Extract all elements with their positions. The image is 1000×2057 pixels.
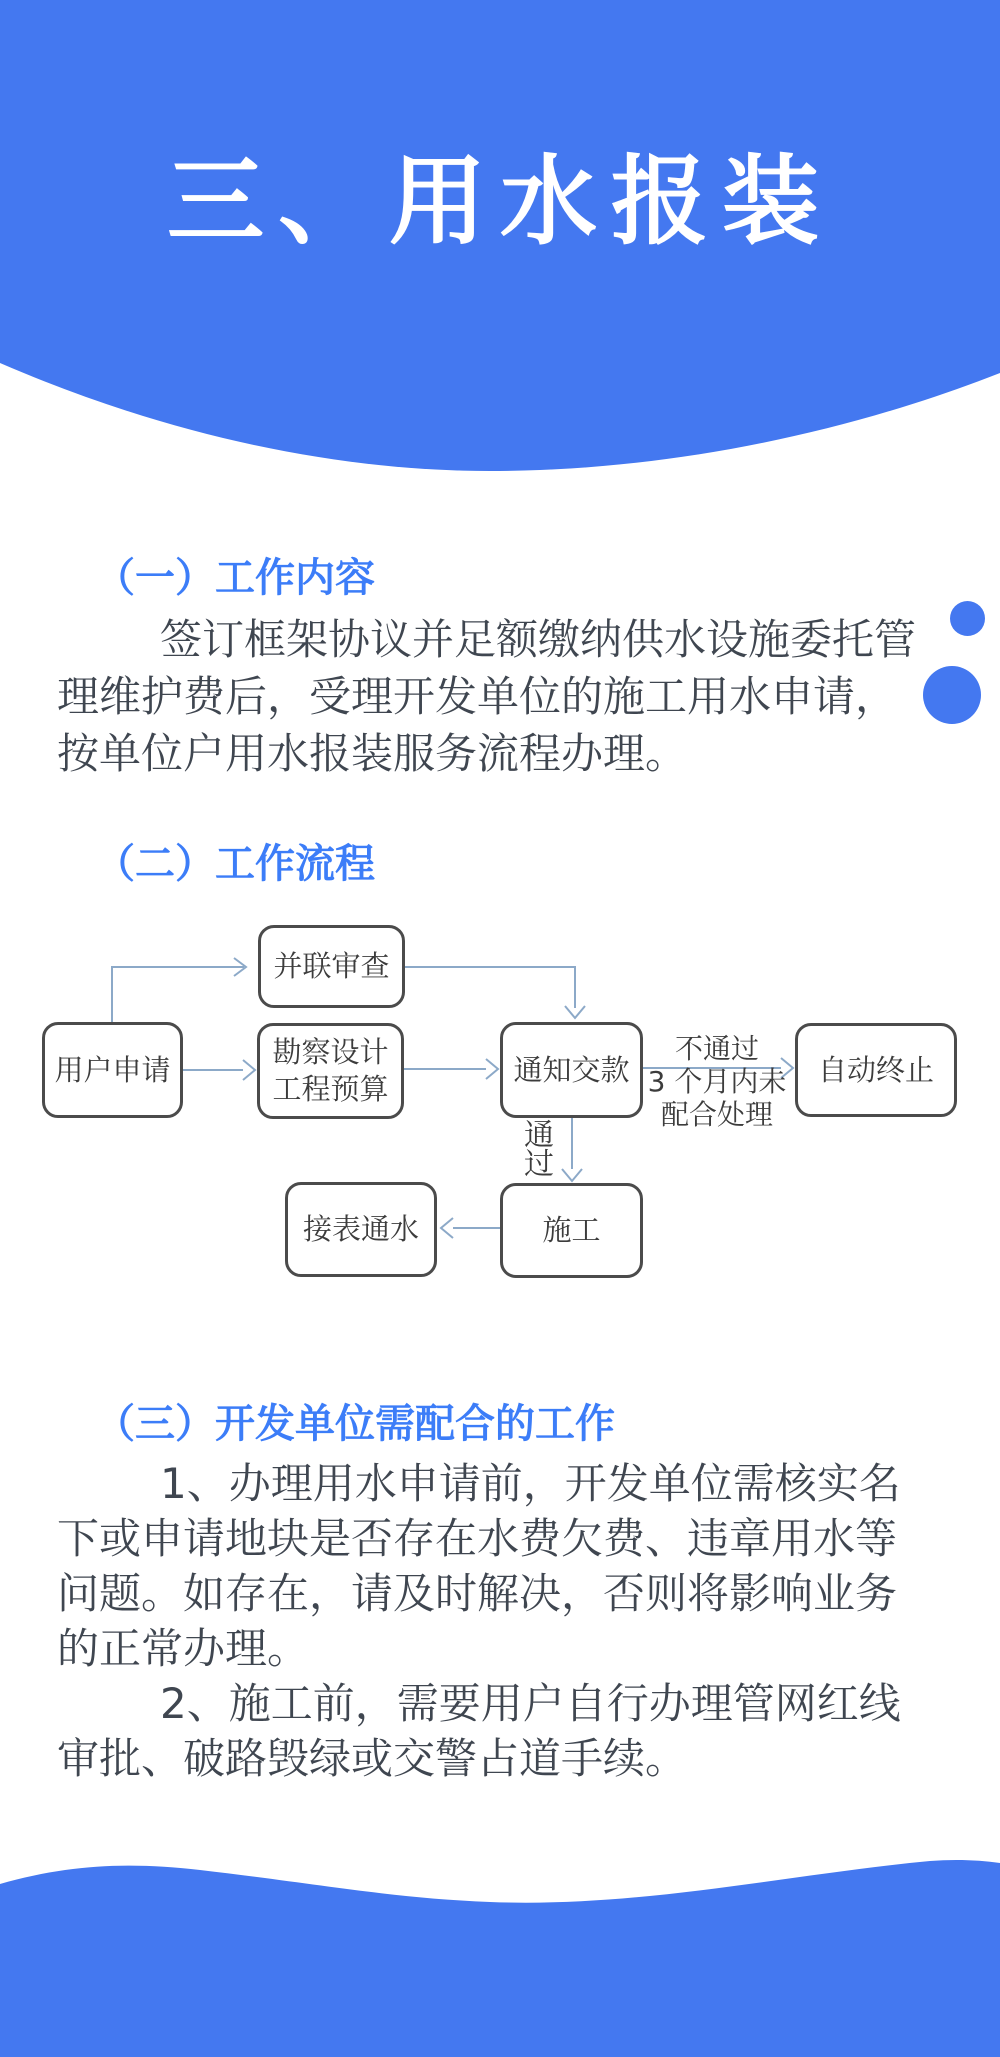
flow-node-apply <box>42 1022 183 1118</box>
footer-wave-shape <box>0 1860 1000 2057</box>
paragraph-line: 审批、破路毁绿或交警占道手续。 <box>57 1734 688 1783</box>
arrowhead-left-icon <box>441 1218 453 1238</box>
flow-node-auto-terminate <box>795 1023 957 1117</box>
paragraph-line: 按单位户用水报装服务流程办理。 <box>57 729 688 778</box>
flow-node-construction <box>500 1183 643 1278</box>
decor-dot-large <box>923 666 981 724</box>
paragraph-line: 的正常办理。 <box>57 1624 310 1673</box>
flow-node-label: 通知交款 <box>513 1052 630 1087</box>
flow-node-label: 接表通水 <box>302 1212 419 1246</box>
edge-label-pass <box>518 1118 560 1182</box>
arrowhead-down-icon <box>562 1169 582 1181</box>
footer-wave <box>0 1840 1000 2057</box>
paragraph-line: 理维护费后，受理开发单位的施工用水申请， <box>57 672 898 721</box>
paragraph-line: 1、办理用水申请前，开发单位需核实名 <box>160 1459 901 1508</box>
section-3-body <box>57 1456 923 1786</box>
paragraph-line: 2、施工前，需要用户自行办理管网红线 <box>160 1679 901 1728</box>
section-2-heading: （二）工作流程 <box>95 841 375 887</box>
flow-node-label: 并联审查 <box>273 949 390 983</box>
edge-label-line: 3 个月内未 <box>647 1065 787 1098</box>
flow-node-parallel-review <box>258 925 405 1008</box>
edge-label-line: 通 <box>524 1118 554 1153</box>
decor-dot-small <box>950 601 985 636</box>
arrowhead-right-icon <box>243 1060 255 1080</box>
connector-review-notify <box>405 967 575 1008</box>
edge-label-line: 不通过 <box>674 1032 759 1065</box>
section-3-heading: （三）开发单位需配合的工作 <box>95 1401 615 1447</box>
flow-node-meter-water <box>285 1182 437 1277</box>
page-title: 三、用水报装 <box>167 145 833 258</box>
edge-label-line: 配合处理 <box>660 1098 773 1131</box>
flow-node-notify-payment <box>500 1022 643 1118</box>
flow-node-label: 用户申请 <box>54 1052 171 1087</box>
arrowhead-right-icon <box>486 1059 498 1079</box>
section-1-body <box>57 611 923 782</box>
edge-label-fail <box>632 1032 802 1131</box>
workflow-flowchart <box>0 900 1000 1300</box>
paragraph-line: 签订框架协议并足额缴纳供水设施委托管 <box>160 615 917 664</box>
connector-apply-review <box>112 967 244 1022</box>
flow-node-survey <box>257 1023 404 1119</box>
flow-node-label: 施工 <box>542 1213 601 1247</box>
paragraph-line: 下或申请地块是否存在水费欠费、违章用水等 <box>57 1514 898 1563</box>
flow-node-label: 工程预算 <box>272 1072 389 1106</box>
flow-node-label: 自动终止 <box>817 1052 934 1087</box>
edge-label-line: 过 <box>524 1147 554 1182</box>
section-1-heading: （一）工作内容 <box>95 555 375 601</box>
paragraph-line: 问题。如存在，请及时解决，否则将影响业务 <box>57 1569 898 1618</box>
flow-node-label: 勘察设计 <box>272 1035 389 1069</box>
